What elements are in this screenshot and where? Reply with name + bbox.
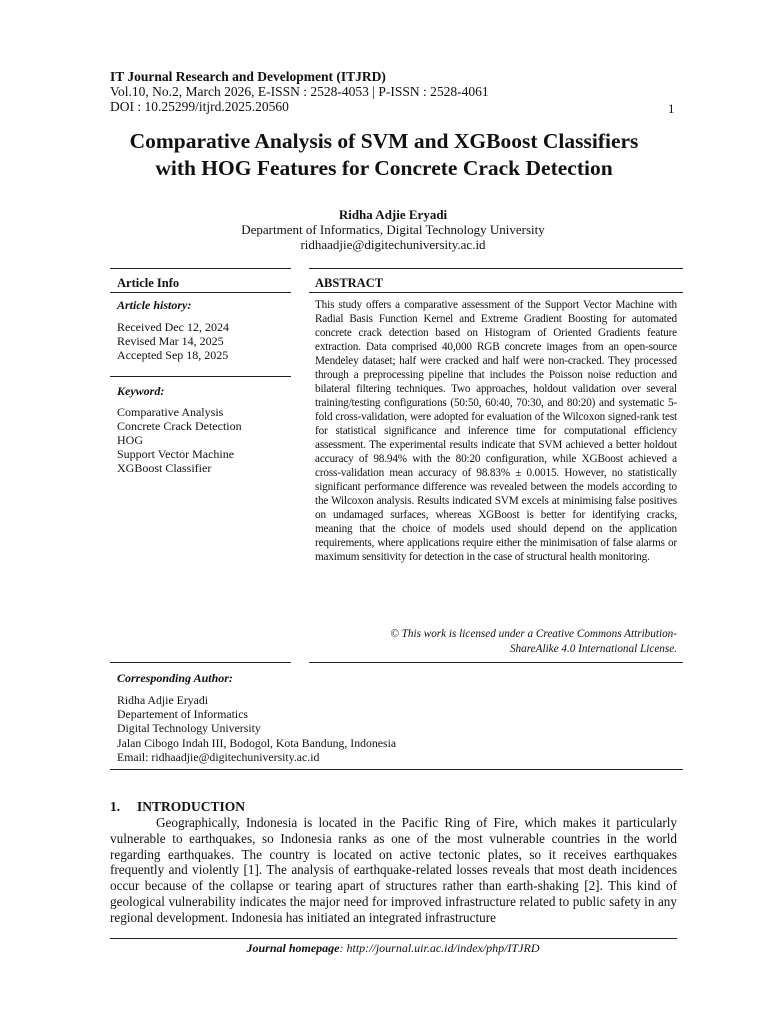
article-history-heading: Article history:	[117, 298, 192, 312]
introduction-paragraph: Geographically, Indonesia is located in the Pacific Ring of Fire, which makes it particularly vulnerable to earthquakes, so Indonesia ranks as one of the most vulnerable countries in the world regarding earthquakes. The country is located on active tectonic plates, so it receives earthquakes frequently and violently [1]. The analysis of earthquake-related losses reveals that most death incidences occur because of the collapse or tearing apart of structures rather than earth-shaking [2]. This kind of geological vulnerability indicates the major need for improved infrastructure related to public safety in any regional development. Indonesia has initiated an integrated infrastructure	[110, 815, 677, 925]
section-heading-introduction	[110, 799, 245, 815]
journal-volume-issn: Vol.10, No.2, March 2026, E-ISSN : 2528-4053 | P-ISSN : 2528-4061	[110, 84, 489, 99]
rule-right-middle	[309, 662, 683, 663]
rule-abstract	[309, 292, 683, 293]
revised-date: Revised Mar 14, 2025	[117, 334, 224, 348]
keyword-item: Comparative Analysis	[117, 405, 224, 419]
corresponding-author-heading: Corresponding Author:	[117, 671, 233, 685]
journal-doi: DOI : 10.25299/itjrd.2025.20560	[110, 99, 289, 114]
corresponding-author-name: Ridha Adjie Eryadi	[117, 693, 209, 707]
corresponding-author-address: Jalan Cibogo Indah III, Bodogol, Kota Bandung, Indonesia	[117, 735, 397, 750]
license-line-1: © This work is licensed under a Creative Commons Attribution-	[390, 628, 677, 640]
corresponding-author-university: Digital Technology University	[117, 721, 261, 736]
journal-name: IT Journal Research and Development (ITJRD)	[110, 69, 386, 84]
footer-rule	[110, 938, 677, 939]
rule-keyword	[110, 376, 291, 377]
keyword-item: HOG	[117, 433, 143, 447]
author-name: Ridha Adjie Eryadi	[338, 207, 448, 222]
keyword-item: Concrete Crack Detection	[117, 419, 242, 433]
license-notice	[315, 627, 677, 657]
corresponding-author-email: Email: ridhaadjie@digitechuniversity.ac.id	[117, 749, 320, 764]
section-title: INTRODUCTION	[137, 799, 246, 814]
license-line-2: ShareAlike 4.0 International License.	[509, 643, 677, 655]
abstract-heading: ABSTRACT	[315, 276, 384, 290]
paper-title-line-2: with HOG Features for Concrete Crack Detection	[155, 156, 613, 180]
keyword-heading: Keyword:	[117, 384, 165, 398]
rule-left-middle	[110, 662, 291, 663]
abstract-text: This study offers a comparative assessment of the Support Vector Machine with Radial Basis Function Kernel and Extreme Gradient Boosting for automated concrete crack detection based on Histogram of Oriented Gradients feature extraction. Data comprised 40,000 RGB concrete images from an open-source Mendeley dataset; half were cracked and half were non-cracked. They processed through a preprocessing pipeline that includes the Poisson noise reduction and bilateral filtering techniques. Two approaches, holdout validation over several training/testing configurations (50:50, 60:40, 70:30, and 80:20) and systematic 5-fold cross-validation, were adopted for evaluation of the Wilcoxon signed-rank test for statistical significance and inference time for computational efficiency assessment. The experimental results indicate that SVM achieved a better holdout accuracy of 98.94% with the 80:20 configuration, while XGBoost achieved a cross-validation mean accuracy of 98.83% ± 0.0015. However, no statistically significant performance difference was revealed between the models according to the Wilcoxon analysis. Results indicated SVM excels at minimising false positives on undamaged surfaces, whereas XGBoost is better for identifying cracks, meaning that the choice of models used should depend on the application requirements, where applications require either the minimisation of false alarms or maximum sensitivity for detection in the case of structural health monitoring.	[315, 299, 677, 563]
journal-homepage-label: Journal homepage	[246, 941, 340, 955]
journal-homepage-link[interactable]: http://journal.uir.ac.id/index/php/ITJRD	[346, 941, 540, 955]
accepted-date: Accepted Sep 18, 2025	[117, 348, 229, 362]
keyword-item: XGBoost Classifier	[117, 461, 212, 475]
rule-right-top	[309, 268, 683, 269]
author-email: ridhaadjie@digitechuniversity.ac.id	[300, 237, 486, 252]
rule-bottom-frontmatter	[110, 769, 683, 770]
rule-article-info	[110, 292, 291, 293]
journal-homepage-separator: :	[339, 941, 347, 955]
section-number: 1.	[110, 799, 121, 814]
corresponding-author-details	[117, 693, 396, 764]
paper-title-line-1: Comparative Analysis of SVM and XGBoost Classifiers	[129, 129, 639, 153]
journal-homepage	[0, 941, 768, 956]
author-affiliation: Department of Informatics, Digital Technology University	[241, 222, 545, 237]
keyword-item: Support Vector Machine	[117, 447, 235, 461]
page-number: 1	[668, 101, 675, 116]
article-info-heading: Article Info	[117, 276, 180, 290]
received-date: Received Dec 12, 2024	[117, 320, 229, 334]
keyword-list	[117, 405, 242, 475]
paper-title	[60, 128, 708, 182]
corresponding-author-department: Departement of Informatics	[117, 707, 249, 722]
rule-left-top	[110, 268, 291, 269]
